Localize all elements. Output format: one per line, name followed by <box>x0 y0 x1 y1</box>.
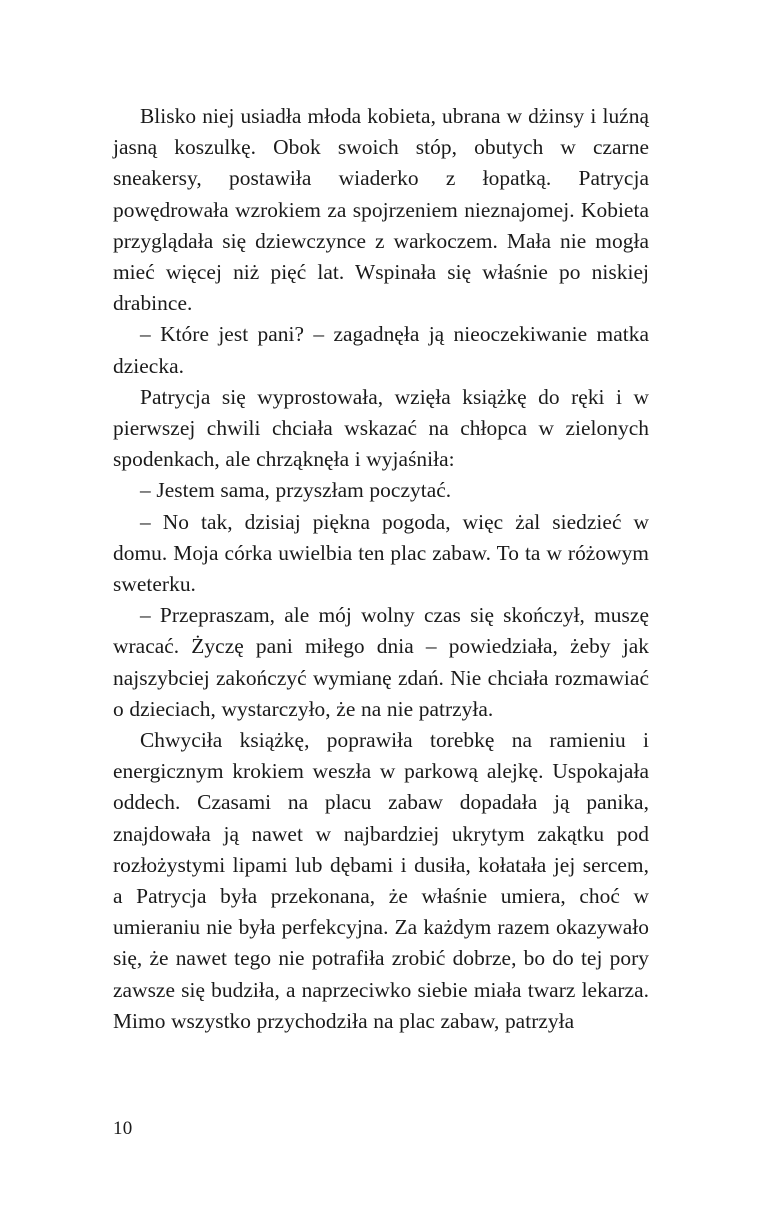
paragraph-dialogue: – No tak, dzisiaj piękna pogoda, więc żal siedzieć w domu. Moja córka uwielbia ten plac zabaw. To ta w różowym sweterku. <box>113 509 649 597</box>
page-text-block <box>113 101 649 1037</box>
page-number: 10 <box>113 1118 133 1139</box>
paragraph-dialogue: – Przepraszam, ale mój wolny czas się skończył, muszę wracać. Życzę pani miłego dnia – powiedziała, żeby jak najszybciej zakończyć wymianę zdań. Nie chciała rozmawiać o dzieciach, wystarczyło, że na nie patrzyła. <box>113 603 649 721</box>
paragraph: Chwyciła książkę, poprawiła torebkę na ramieniu i energicznym krokiem weszła w parkową alejkę. Uspokajała oddech. Czasami na placu zabaw dopadała ją panika, znajdowała ją nawet w najbardziej ukrytym zakątku pod rozłożystymi lipami lub dębami i dusiła, kołatała jej sercem, a Patrycja była przekonana, że właśnie umiera, choć w umieraniu nie była perfekcyjna. Za każdym razem okazywało się, że nawet tego nie potrafiła zrobić dobrze, bo do tej pory zawsze się budziła, a naprzeciwko siebie miała twarz lekarza. Mimo wszystko przychodziła na plac zabaw, patrzyła <box>113 728 649 1033</box>
paragraph-dialogue: – Jestem sama, przyszłam poczytać. <box>140 478 452 503</box>
paragraph: Patrycja się wyprostowała, wzięła książkę do ręki i w pierwszej chwili chciała wskazać na chłopca w zielonych spodenkach, ale chrząknęła i wyjaśniła: <box>113 384 649 472</box>
paragraph: Blisko niej usiadła młoda kobieta, ubrana w dżinsy i luźną jasną koszulkę. Obok swoich stóp, obutych w czarne sneakersy, postawiła wiaderko z łopatką. Patrycja powędrowała wzrokiem za spojrzeniem nieznajomej. Kobieta przyglądała się dziewczynce z warkoczem. Mała nie mogła mieć więcej niż pięć lat. Wspinała się właśnie po niskiej drabince. <box>113 104 649 316</box>
paragraph-dialogue: – Które jest pani? – zagadnęła ją nieoczekiwanie matka dziecka. <box>113 322 649 378</box>
